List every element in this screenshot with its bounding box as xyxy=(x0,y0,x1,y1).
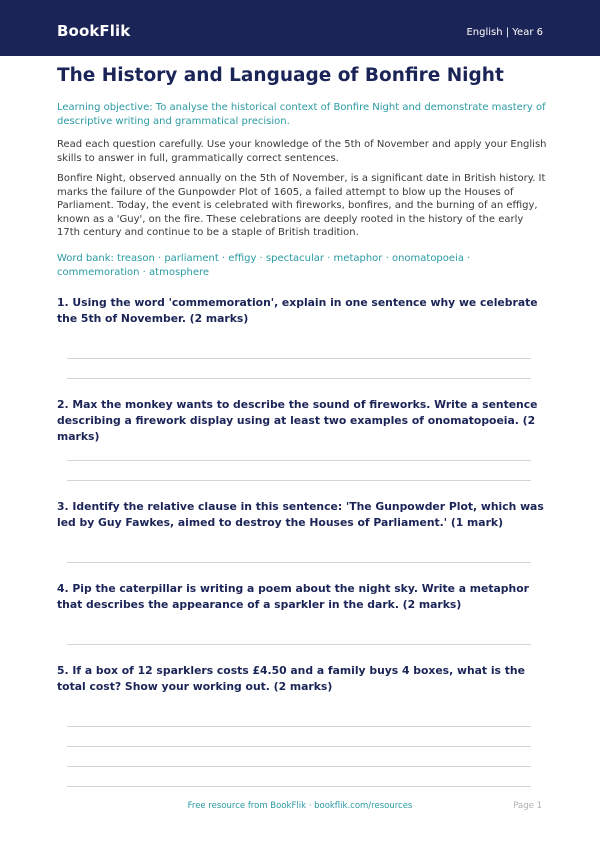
answer-line[interactable] xyxy=(67,766,531,767)
answer-line[interactable] xyxy=(67,378,531,379)
answer-line[interactable] xyxy=(67,460,531,461)
learning-objective: Learning objective: To analyse the historical context of Bonfire Night and demonstrate mastery of descriptive writing and grammatical precision. xyxy=(57,102,546,127)
instructions: Read each question carefully. Use your knowledge of the 5th of November and apply your English skills to answer in full, grammatically correct sentences. xyxy=(57,139,547,164)
brand-logo[interactable]: BookFlik xyxy=(57,22,131,40)
question-5: 5. If a box of 12 sparklers costs £4.50 and a family buys 4 boxes, what is the total cost? Show your working out. (2 marks) xyxy=(57,664,525,693)
question-3: 3. Identify the relative clause in this sentence: 'The Gunpowder Plot, which was led by Guy Fawkes, aimed to destroy the Houses of Parliament.' (1 mark) xyxy=(57,500,544,529)
footer-source[interactable]: Free resource from BookFlik · bookflik.com/resources xyxy=(187,801,413,811)
question-4: 4. Pip the caterpillar is writing a poem about the night sky. Write a metaphor that describes the appearance of a sparkler in the dark. (2 marks) xyxy=(57,582,529,611)
answer-line[interactable] xyxy=(67,358,531,359)
answer-line[interactable] xyxy=(67,726,531,727)
answer-line[interactable] xyxy=(67,786,531,787)
word-bank: Word bank: treason · parliament · effigy · spectacular · metaphor · onomatopoeia · commemoration · atmosphere xyxy=(57,253,471,278)
question-1: 1. Using the word 'commemoration', explain in one sentence why we celebrate the 5th of November. (2 marks) xyxy=(57,296,538,325)
answer-line[interactable] xyxy=(67,480,531,481)
question-2: 2. Max the monkey wants to describe the sound of fireworks. Write a sentence describing a firework display using at least two examples of onomatopoeia. (2 marks) xyxy=(57,398,538,443)
page-number: Page 1 xyxy=(513,801,542,811)
answer-line[interactable] xyxy=(67,562,531,563)
subject-label: English | Year 6 xyxy=(466,27,543,38)
answer-line[interactable] xyxy=(67,746,531,747)
answer-line[interactable] xyxy=(67,644,531,645)
page-title: The History and Language of Bonfire Night xyxy=(57,65,504,86)
header-bar xyxy=(0,0,600,56)
passage: Bonfire Night, observed annually on the 5th of November, is a significant date in British history. It marks the failure of the Gunpowder Plot of 1605, a failed attempt to blow up the Houses of Parliament. Today, the event is celebrated with fireworks, bonfires, and the burning of an effigy, known as a 'Guy', on the fire. These celebrations are deeply rooted in the history of the early 17th century and continue to be a staple of British tradition. xyxy=(57,173,546,239)
